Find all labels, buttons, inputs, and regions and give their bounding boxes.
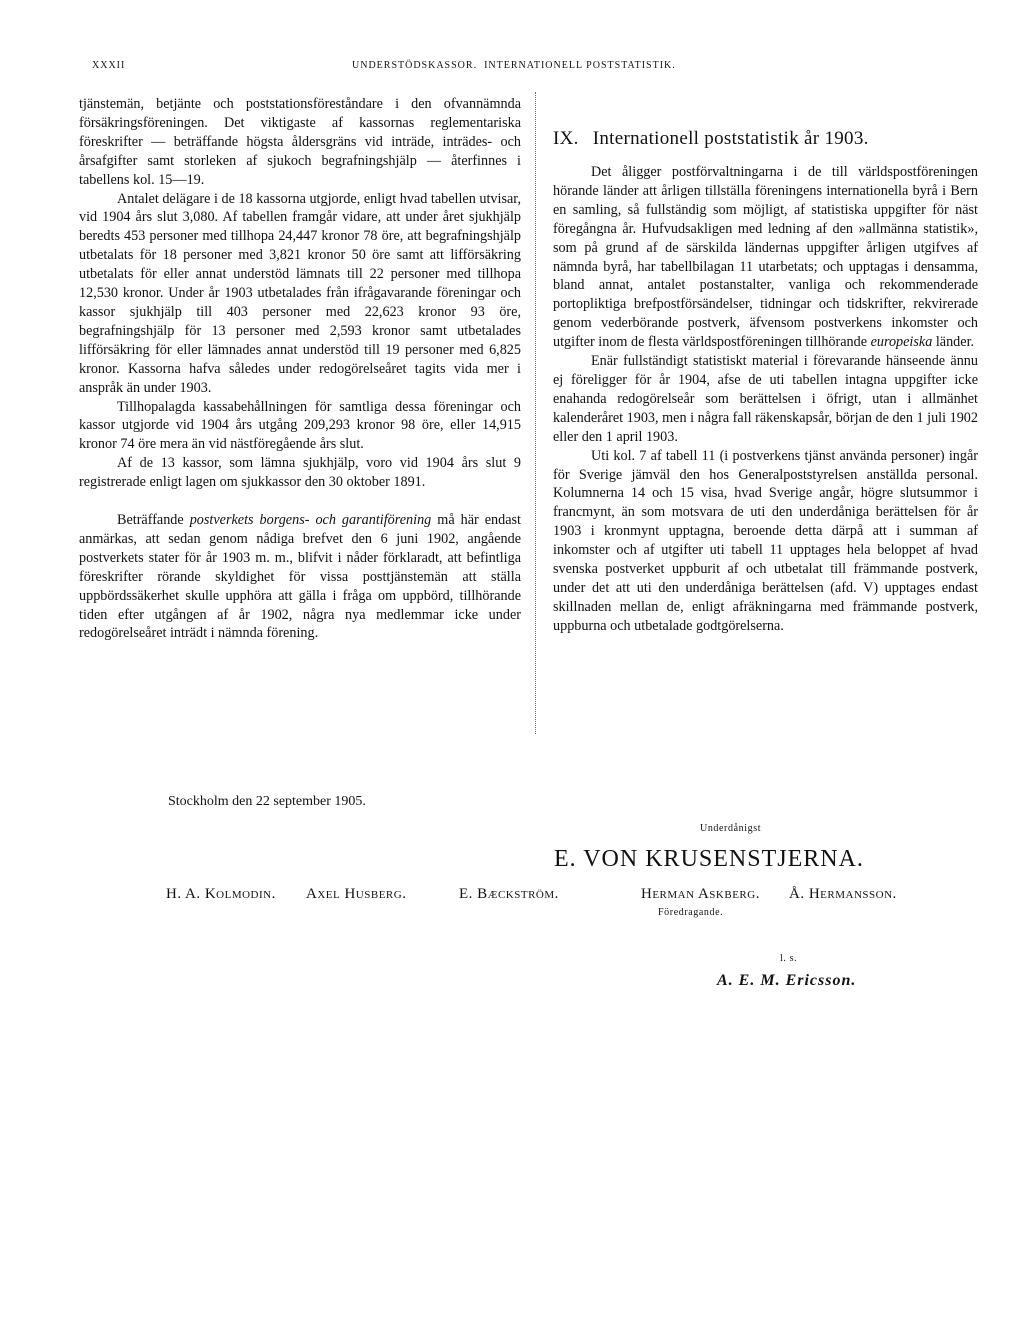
page-number: XXXII [92, 60, 126, 71]
ls-label: l. s. [780, 953, 798, 964]
running-title: UNDERSTÖDSKASSOR. INTERNATIONELL POSTSTATISTIK. [352, 60, 676, 71]
member-signature-1: H. A. Kolmodin. [166, 886, 276, 902]
chief-signature: E. VON KRUSENSTJERNA. [554, 846, 864, 872]
foredragande-label: Föredragande. [658, 907, 724, 918]
left-paragraph-3: Tillhopalagda kassabehållningen för samtliga dessa föreningar och kassor utgjorde vid 1904 års utgång 209,293 kronor 98 öre, eller 14,915 kronor 74 öre mera än vid nästföregående års slut. [79, 398, 521, 453]
left-paragraph-2: Antalet delägare i de 18 kassorna utgjorde, enligt hvad tabellen utvisar, vid 1904 års slut 3,080. Af tabellen framgår vidare, att under året sjukhjälp beredts 453 personer med tillhopa 24,447 kronor 78 öre, att begrafningshjälp utbetalats för 18 personer med 3,821 kronor 50 öre samt att lifförsäkring utbetalats för eller annat understöd lämnats till 22 personer med tillhopa 12,530 kronor. Under år 1903 utbetalades från ifrågavarande föreningar och kassor sjukhjälp till 403 personer med 22,623 kronor 93 öre, begrafningshjälp för 13 personer med 2,593 kronor samt utbetalades lifförsäkring för eller lämnades annat understöd till 19 personer med 6,825 kronor. Kassorna hafva således under redogörelseåret tagits vida mer i anspråk än under 1903. [79, 190, 521, 396]
section-title: Internationell poststatistik år 1903. [592, 128, 869, 149]
paragraph-italic: europeiska [870, 334, 933, 351]
section-heading [553, 128, 869, 150]
member-signature-3: E. Bæckström. [459, 886, 559, 902]
section-number: IX. [553, 128, 579, 149]
left-paragraph-4: Af de 13 kassor, som lämna sjukhjälp, voro vid 1904 års slut 9 registrerade enligt lagen om sjukkassor den 30 oktober 1891. [79, 455, 521, 491]
right-column [553, 163, 978, 636]
paragraph-rest: må här endast anmärkas, att sedan genom nådiga brefvet den 6 juni 1902, angående postverkets stater för år 1903 m. m., blifvit i nåder förklaradt, att befintliga föreskrifter rörande skyldighet för vissa posttjänstemän att ställa uppbördssäkerhet skulle upphöra att gälla i fråga om uppbörd, tillhörande tiden efter utgången af år 1902, några nya medlemmar icke under redogörelseåret inträdt i nämnda förening. [79, 512, 521, 642]
place-date: Stockholm den 22 september 1905. [168, 794, 366, 809]
paragraph-end: länder. [932, 334, 975, 351]
paragraph-italic: postverkets borgens- och garantiförening [189, 512, 432, 529]
left-paragraph-1: tjänstemän, betjänte och poststationsföreståndare i den ofvannämnda försäkringsföreningen. Det viktigaste af kassornas reglementariska föreskrifter — beträffande högsta åldersgräns vid inträde, inträdes- och årsafgifter samt storleken af sjukoch begrafningshjälp — återfinnes i tabellens kol. 15—19. [79, 96, 521, 188]
underdanigst-label: Underdånigst [700, 823, 762, 834]
member-signature-5: Å. Hermansson. [789, 886, 897, 902]
right-paragraph-1 [553, 163, 978, 352]
column-divider [535, 92, 536, 734]
right-paragraph-2: Enär fullständigt statistiskt material i förevarande hänseende ännu ej föreligger för år 1904, afse de uti tabellen intagna uppgifter icke enahanda redogörelseår som berättelsen i öfrigt, utan i allmänhet kalenderåret 1903, men i några fall räkenskapsår, början de den 1 juli 1902 eller den 1 april 1903. [553, 353, 978, 445]
member-signature-4: Herman Askberg. [641, 886, 760, 902]
left-paragraph-5 [79, 511, 521, 643]
member-signature-2: Axel Husberg. [306, 886, 407, 902]
right-paragraph-3: Uti kol. 7 af tabell 11 (i postverkens tjänst använda personer) ingår för Sverige jämväl den hos Generalpoststyrelsen anställda personal. Kolumnerna 14 och 15 visa, hvad Sverige angår, högre slutsummor i francmynt, än som motsvara de uti den underdåniga berättelsen för år 1903 i kronmynt upptagna, beroende detta därpå att i summan af inkomster och af utgifter uti tabell 11 upptages hela beloppet af hvad svenska postverket uppburit af och utbetalat till främmande postverk, under det att uti den underdåniga berättelsen (afd. V) upptages endast skillnaden mellan de, enligt afräkningarna med främmande postverk, uppburna och utbetalade godtgörelserna. [553, 447, 978, 634]
secretary-signature: A. E. M. Ericsson. [717, 972, 857, 989]
paragraph-lead: Beträffande [117, 512, 190, 529]
paragraph-lead: Det åligger postförvaltningarna i de till världspostföreningen hörande länder att årligen tillställa föreningens internationella byrå i Bern en samling, så fullständig som möjligt, af statistiska uppgifter för näst föregångna år. Hufvudsakligen med ledning af den »allmänna statistik», som på grund af de särskilda ländernas uppgifter årligen utgifves af nämnda byrå, har tabellbilagan 11 utarbetats; och upptagas i densamma, bland annat, antalet postanstalter, vanliga och rekommenderade portopliktiga brefpostförsändelser, tidningar och tidskrifter, rekvirerade genom vederbörande postverk, äfvensom postverkens inkomster och utgifter inom de flesta världspostföreningen tillhörande [553, 164, 978, 351]
left-column [79, 95, 521, 643]
